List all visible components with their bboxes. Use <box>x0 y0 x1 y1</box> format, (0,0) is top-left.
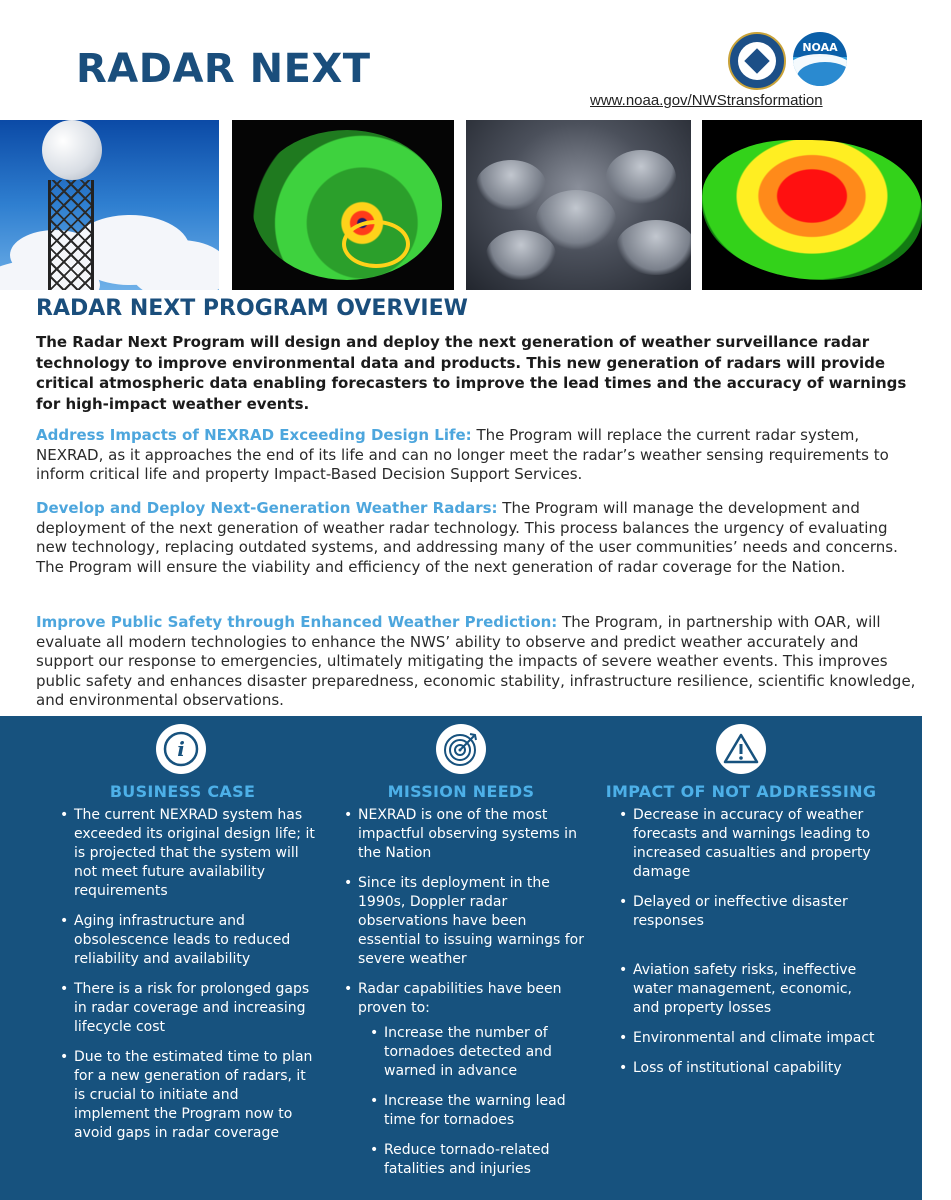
list-item: • Since its deployment in the 1990s, Doppler radar observations have been essential to issuing warnings for severe weather <box>344 874 588 969</box>
list-item: • Due to the estimated time to plan for a new generation of radars, it is crucial to initiate and implement the Program now to avoid gaps in radar coverage <box>60 1048 318 1143</box>
sub-list-item: • Increase the number of tornadoes detected and warned in advance <box>358 1024 588 1081</box>
overview-title: RADAR NEXT PROGRAM OVERVIEW <box>36 296 468 321</box>
nws-transformation-link[interactable]: www.noaa.gov/NWStransformation <box>590 92 823 109</box>
section-heading: Improve Public Safety through Enhanced Weather Prediction: <box>36 613 558 631</box>
storm-reflectivity-radar-image <box>702 120 922 290</box>
list-item <box>344 980 588 1179</box>
svg-text:i: i <box>177 737 185 761</box>
list-item: • There is a risk for prolonged gaps in radar coverage and increasing lifecycle cost <box>60 980 318 1037</box>
sub-list-item: • Increase the warning lead time for tornadoes <box>358 1092 588 1130</box>
department-of-commerce-seal-icon <box>728 32 786 90</box>
list-item: • Loss of institutional capability <box>619 1059 881 1078</box>
warning-icon <box>716 724 766 774</box>
page-title: RADAR NEXT <box>76 46 371 92</box>
impact-list <box>619 806 881 1089</box>
section-body: The Program, in partnership with OAR, will evaluate all modern technologies to enhance the NWS’ ability to observe and predict weather accurately and support our response to emergencies, ultimately mitigating the impacts of severe weather events. This improves public safety and enhances disaster preparedness, economic stability, infrastructure resilience, scientific knowledge, and environmental observations. <box>36 613 916 709</box>
noaa-logo-text: NOAA <box>802 41 838 54</box>
mammatus-clouds-photo <box>466 120 691 290</box>
mission-needs-title: MISSION NEEDS <box>387 782 535 801</box>
hurricane-radar-image <box>232 120 454 290</box>
section-body: The Program will replace the current radar system, NEXRAD, as it approaches the end of its life and can no longer meet the radar’s weather sensing requirements to inform critical life and property Impact-Based Decision Support Services. <box>36 426 889 483</box>
section-nexrad-design-life <box>36 426 916 485</box>
list-item: • Aviation safety risks, ineffective water management, economic, and property losses <box>619 961 881 1018</box>
mission-needs-list <box>344 806 588 1190</box>
section-body: The Program will manage the development and deployment of the next generation of weather radar technology. This process balances the urgency of evaluating new technology, replacing outdated systems, and addressing many of the user communities’ needs and concerns. The Program will ensure the viability and efficiency of the next generation of radar coverage for the Nation. <box>36 499 898 576</box>
business-case-list <box>60 806 318 1154</box>
section-heading: Develop and Deploy Next-Generation Weather Radars: <box>36 499 498 517</box>
list-item: • The current NEXRAD system has exceeded its original design life; it is projected that the system will not meet future availability requirements <box>60 806 318 901</box>
sub-list-item: • Reduce tornado-related fatalities and injuries <box>358 1141 588 1179</box>
list-item-text: Radar capabilities have been proven to: <box>358 981 562 1016</box>
summary-panel <box>0 716 922 1200</box>
impact-title: IMPACT OF NOT ADDRESSING <box>605 782 877 801</box>
list-item: • Environmental and climate impact <box>619 1029 881 1048</box>
section-next-gen-radars <box>36 499 916 577</box>
info-icon <box>156 724 206 774</box>
photo-strip <box>0 120 951 290</box>
section-heading: Address Impacts of NEXRAD Exceeding Design Life: <box>36 426 472 444</box>
list-item: • Aging infrastructure and obsolescence leads to reduced reliability and availability <box>60 912 318 969</box>
page-header <box>0 0 951 118</box>
noaa-logo-icon <box>793 32 847 86</box>
list-item: • NEXRAD is one of the most impactful observing systems in the Nation <box>344 806 588 863</box>
target-icon <box>436 724 486 774</box>
business-case-column <box>50 716 315 1200</box>
section-public-safety <box>36 613 916 711</box>
business-case-title: BUSINESS CASE <box>109 782 256 801</box>
list-item: • Decrease in accuracy of weather forecasts and warnings leading to increased casualties and property damage <box>619 806 881 882</box>
overview-lead: The Radar Next Program will design and deploy the next generation of weather surveillance radar technology to improve environmental data and products. This new generation of radars will provide critical atmospheric data enabling forecasters to improve the lead times and the accuracy of warnings for high-impact weather events. <box>36 333 907 414</box>
radar-capabilities-sublist <box>358 1024 588 1179</box>
list-item: • Delayed or ineffective disaster responses <box>619 893 881 931</box>
impact-column <box>600 716 882 1200</box>
radar-tower-photo <box>0 120 219 290</box>
mission-needs-column <box>334 716 588 1200</box>
